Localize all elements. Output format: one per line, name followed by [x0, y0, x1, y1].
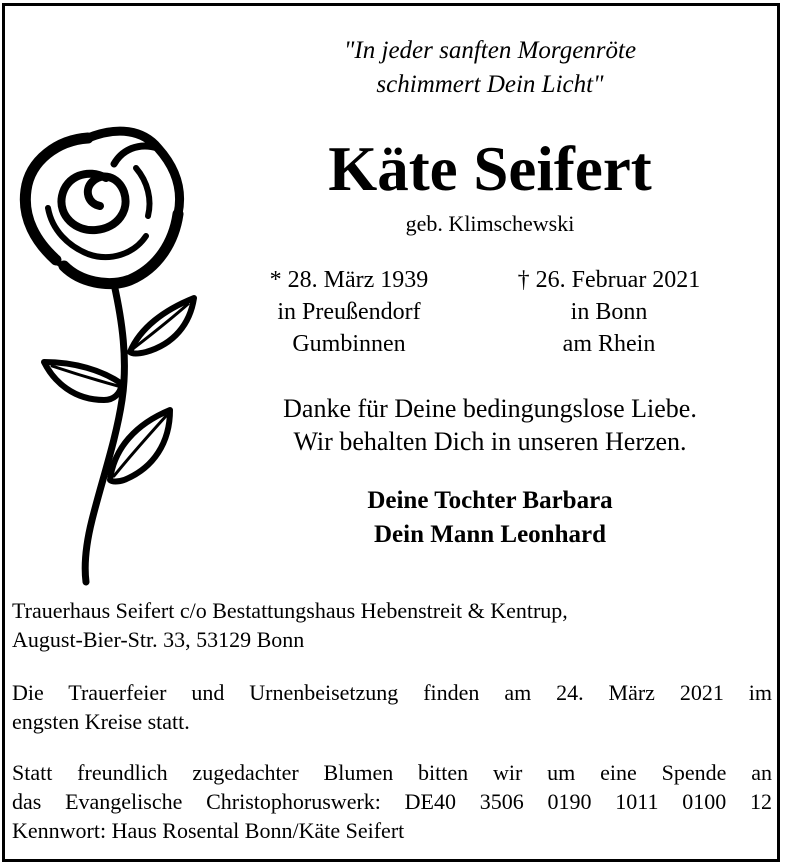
thanks-text: [225, 392, 755, 458]
donation-line-3: Kennwort: Haus Rosental Bonn/Käte Seifert: [12, 818, 405, 843]
address-line-1: Trauerhaus Seifert c/o Bestattungshaus Hebenstreit & Kentrup,: [12, 598, 568, 623]
ceremony-line-1: Die Trauerfeier und Urnenbeisetzung finden am 24. März 2021 im: [12, 680, 772, 705]
donation-notice: [12, 758, 772, 845]
donation-line-1: Statt freundlich zugedachter Blumen bitten wir um eine Spende an: [12, 760, 772, 785]
death-date: † 26. Februar 2021: [517, 267, 701, 293]
birth-region: Gumbinnen: [292, 331, 406, 357]
rose-icon: [18, 120, 203, 590]
family-line-1: Deine Tochter Barbara: [367, 487, 613, 514]
ceremony-line-2: engsten Kreise statt.: [12, 709, 190, 734]
birth-date: * 28. März 1939: [269, 267, 429, 293]
death-region: am Rhein: [562, 331, 656, 357]
family-line-2: Dein Mann Leonhard: [374, 521, 606, 548]
maiden-name: geb. Klimschewski: [405, 211, 575, 236]
death-place: in Bonn: [570, 299, 648, 325]
death-info: [498, 264, 720, 360]
family-signature: [225, 484, 755, 552]
thanks-line-2: Wir behalten Dich in unseren Herzen.: [293, 427, 687, 456]
birth-place: in Preußendorf: [277, 299, 421, 325]
thanks-line-1: Danke für Deine bedingungslose Liebe.: [283, 394, 697, 423]
deceased-name: Käte Seifert: [328, 134, 652, 204]
mourning-address: [12, 596, 772, 654]
donation-line-2: das Evangelische Christophoruswerk: DE40 3506 0190 1011 0100 12: [12, 789, 772, 814]
birth-info: [249, 264, 449, 360]
quote-line-2: schimmert Dein Licht": [376, 71, 604, 98]
quote-line-1: "In jeder sanften Morgenröte: [343, 37, 637, 64]
ceremony-notice: [12, 678, 772, 736]
address-line-2: August-Bier-Str. 33, 53129 Bonn: [12, 627, 305, 652]
quote: [225, 34, 755, 102]
